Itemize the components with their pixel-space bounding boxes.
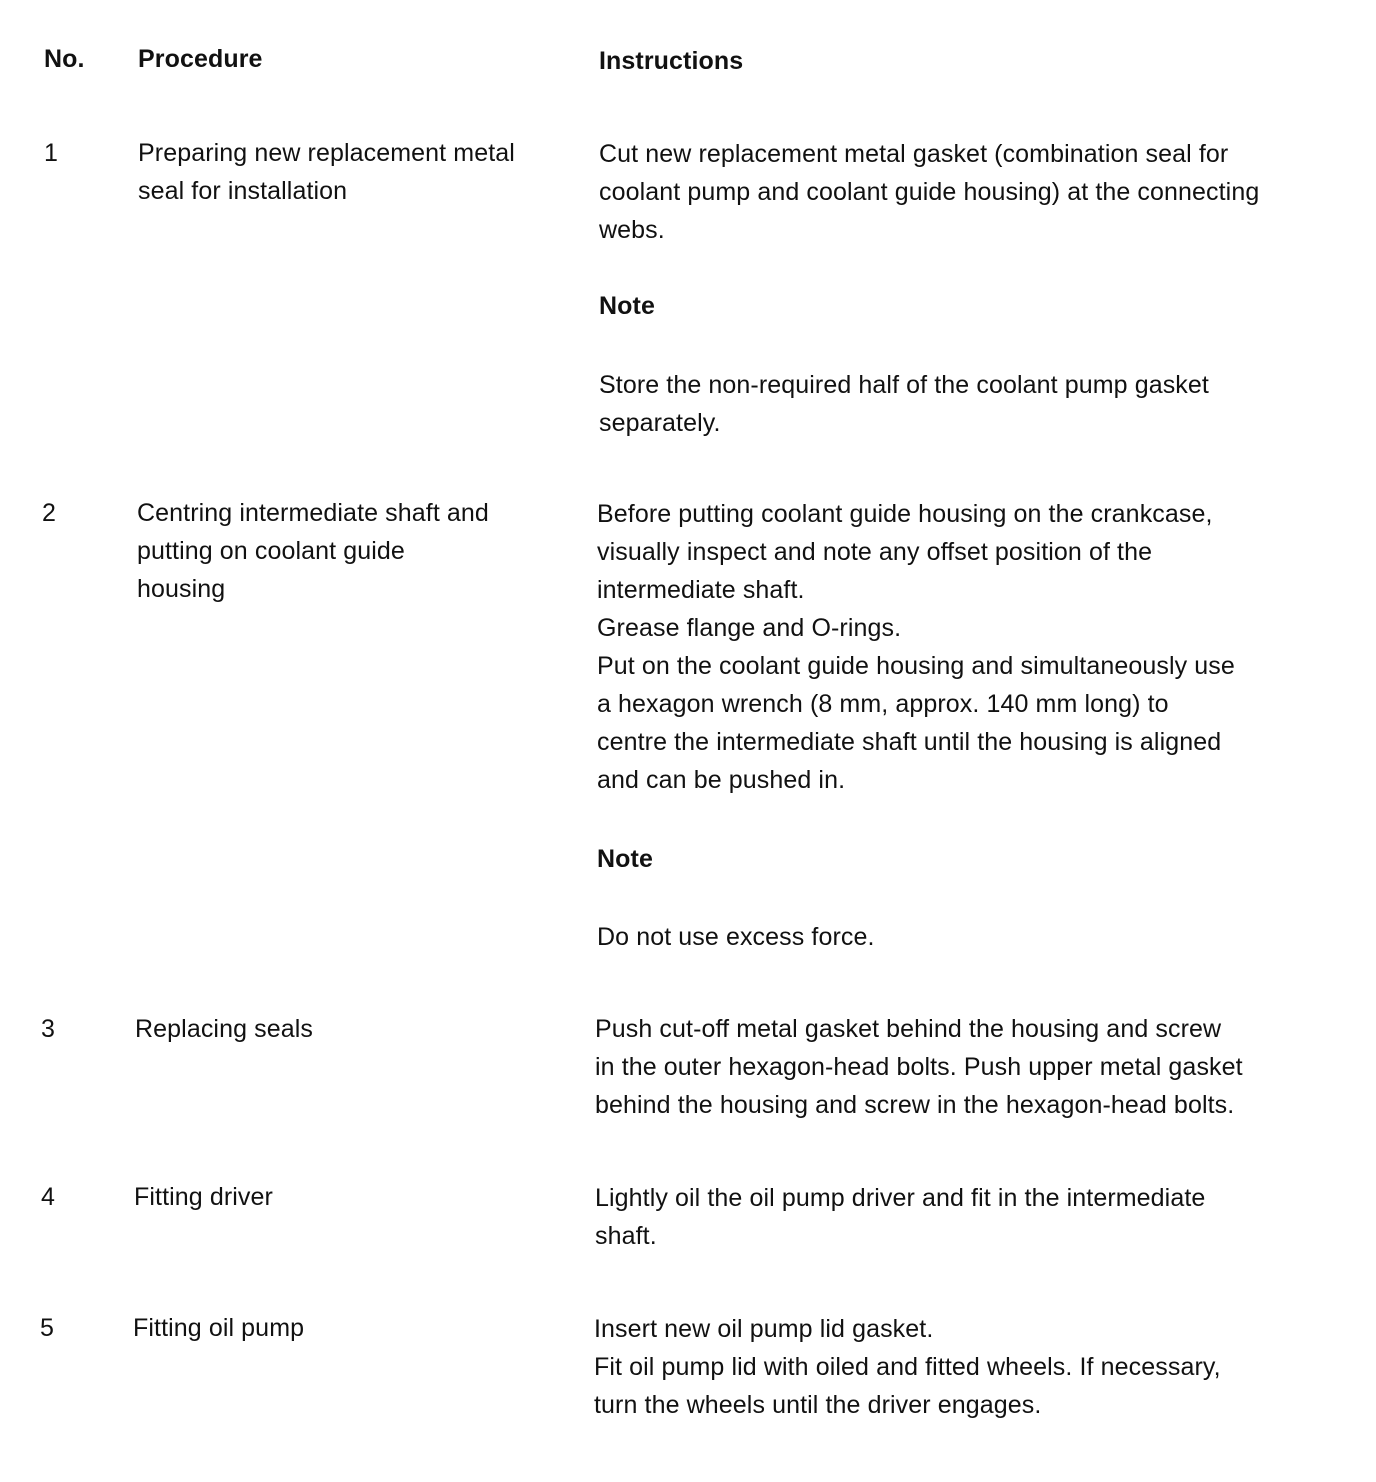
row-5-procedure (133, 1309, 304, 1347)
instruction-line: Fit oil pump lid with oiled and fitted wheels. If necessary, (594, 1353, 1221, 1381)
instruction-line: Cut new replacement metal gasket (combination seal for (599, 140, 1229, 168)
instruction-line: in the outer hexagon-head bolts. Push upper metal gasket (595, 1053, 1243, 1081)
procedure-line: putting on coolant guide (137, 537, 405, 565)
instruction-line: centre the intermediate shaft until the housing is aligned (597, 728, 1222, 756)
instruction-line: visually inspect and note any offset position of the (597, 538, 1153, 566)
instruction-line: webs. (599, 216, 665, 244)
row-3-instructions (595, 1010, 1243, 1124)
row-2-procedure (137, 494, 489, 608)
header-no: No. (44, 45, 85, 73)
instruction-line: shaft. (595, 1222, 657, 1250)
header-instructions: Instructions (599, 47, 744, 75)
instruction-line: coolant pump and coolant guide housing) at the connecting (599, 178, 1260, 206)
row-1-instructions (599, 135, 1259, 249)
instruction-line: behind the housing and screw in the hexagon-head bolts. (595, 1091, 1235, 1119)
row-4-no: 4 (41, 1183, 56, 1211)
row-3-no: 3 (41, 1015, 56, 1043)
instruction-line: Lightly oil the oil pump driver and fit in the intermediate (595, 1184, 1206, 1212)
instruction-line: Insert new oil pump lid gasket. (594, 1315, 934, 1343)
instruction-line: intermediate shaft. (597, 576, 805, 604)
row-5-no: 5 (40, 1314, 55, 1342)
row-1-note-label: Note (599, 292, 655, 320)
row-1-procedure (138, 134, 515, 210)
row-3-procedure (135, 1010, 313, 1048)
row-4-procedure (134, 1178, 273, 1216)
instruction-line: and can be pushed in. (597, 766, 846, 794)
instruction-line: Put on the coolant guide housing and simultaneously use (597, 652, 1235, 680)
row-4-instructions (595, 1179, 1205, 1255)
row-1-no: 1 (44, 139, 59, 167)
note-line: separately. (599, 409, 721, 437)
row-2-note-label: Note (597, 845, 653, 873)
procedure-line: housing (137, 575, 226, 603)
procedure-line: Preparing new replacement metal (138, 139, 515, 167)
row-5-instructions (594, 1310, 1221, 1424)
procedure-line: Fitting oil pump (133, 1314, 305, 1342)
instruction-line: turn the wheels until the driver engages. (594, 1391, 1042, 1419)
procedure-line: Replacing seals (135, 1015, 313, 1043)
instruction-line: a hexagon wrench (8 mm, approx. 140 mm long) to (597, 690, 1169, 718)
note-line: Do not use excess force. (597, 923, 875, 951)
row-2-note-text (597, 918, 875, 956)
procedure-line: Fitting driver (134, 1183, 273, 1211)
row-1-note-text (599, 366, 1209, 442)
instruction-line: Push cut-off metal gasket behind the housing and screw (595, 1015, 1222, 1043)
instruction-line: Before putting coolant guide housing on the crankcase, (597, 500, 1213, 528)
row-2-no: 2 (42, 499, 57, 527)
note-line: Store the non-required half of the coolant pump gasket (599, 371, 1209, 399)
procedure-line: seal for installation (138, 177, 348, 205)
header-procedure: Procedure (138, 45, 263, 73)
instruction-line: Grease flange and O-rings. (597, 614, 902, 642)
procedure-line: Centring intermediate shaft and (137, 499, 489, 527)
row-2-instructions (597, 495, 1235, 799)
